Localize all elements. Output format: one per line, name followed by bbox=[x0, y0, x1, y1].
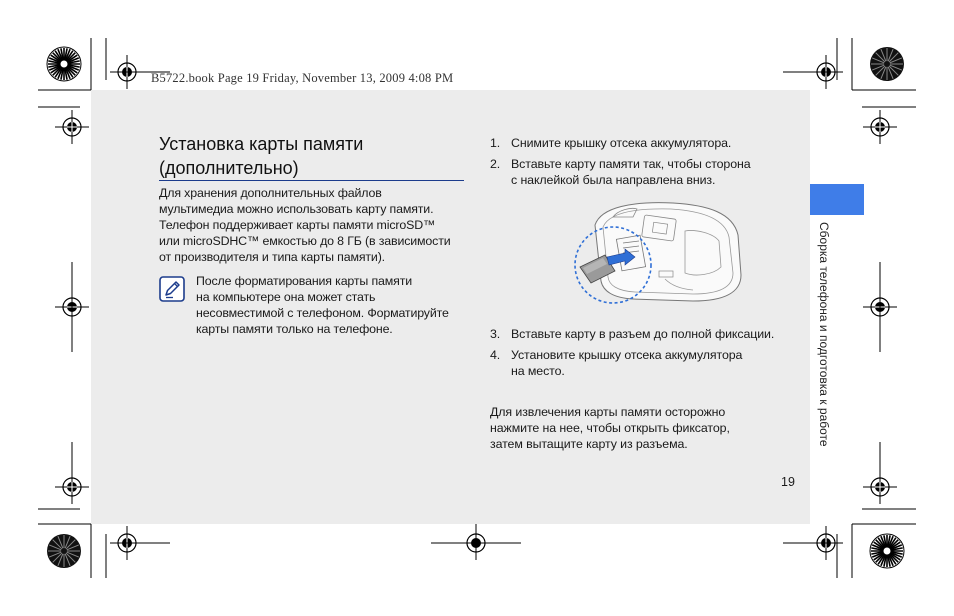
removal-paragraph bbox=[490, 404, 800, 452]
step-text: Вставьте карту в разъем до полной фиксации. bbox=[511, 327, 775, 341]
intro-paragraph bbox=[159, 185, 469, 265]
phone-memory-card-illustration bbox=[573, 195, 743, 307]
step-text: Вставьте карту памяти так, чтобы сторона bbox=[511, 157, 751, 171]
chapter-tab bbox=[810, 184, 864, 215]
section-title-line-1: Установка карты памяти bbox=[159, 134, 364, 154]
note-line: карты памяти только на телефоне. bbox=[196, 322, 393, 336]
step-text: с наклейкой была направлена вниз. bbox=[511, 173, 716, 187]
note-line: несовместимой с телефоном. Форматируйте bbox=[196, 306, 449, 320]
removal-line: затем вытащите карту из разъема. bbox=[490, 437, 688, 451]
section-title bbox=[159, 132, 464, 180]
removal-line: нажмите на нее, чтобы открыть фиксатор, bbox=[490, 421, 730, 435]
note-pencil-icon bbox=[159, 276, 185, 302]
note-line: После форматирования карты памяти bbox=[196, 274, 413, 288]
intro-line: мультимедиа можно использовать карту памяти. bbox=[159, 202, 434, 216]
page-number: 19 bbox=[781, 475, 795, 489]
step-number: 1. bbox=[490, 136, 501, 150]
section-title-line-2: (дополнительно) bbox=[159, 158, 299, 178]
title-underline bbox=[159, 180, 464, 181]
removal-line: Для извлечения карты памяти осторожно bbox=[490, 405, 726, 419]
step-number: 4. bbox=[490, 348, 501, 362]
step-item bbox=[490, 156, 800, 188]
chapter-side-label bbox=[814, 222, 832, 452]
intro-line: от производителя и типа карты памяти). bbox=[159, 250, 385, 264]
intro-line: Телефон поддерживает карты памяти microSD™ bbox=[159, 218, 436, 232]
step-text: Установите крышку отсека аккумулятора bbox=[511, 348, 743, 362]
intro-line: Для хранения дополнительных файлов bbox=[159, 186, 382, 200]
intro-line: или microSDHC™ емкостью до 8 ГБ (в зависимости bbox=[159, 234, 451, 248]
chapter-side-text: Сборка телефона и подготовка к работе bbox=[817, 222, 831, 447]
print-header: B5722.book Page 19 Friday, November 13, 2009 4:08 PM bbox=[151, 71, 454, 85]
step-text: Снимите крышку отсека аккумулятора. bbox=[511, 136, 732, 150]
step-item bbox=[490, 326, 800, 342]
step-text: на место. bbox=[511, 364, 565, 378]
step-item bbox=[490, 135, 800, 151]
step-number: 3. bbox=[490, 327, 501, 341]
note-line: на компьютере она может стать bbox=[196, 290, 376, 304]
note-text bbox=[196, 273, 464, 337]
step-number: 2. bbox=[490, 157, 501, 171]
step-item bbox=[490, 347, 800, 379]
